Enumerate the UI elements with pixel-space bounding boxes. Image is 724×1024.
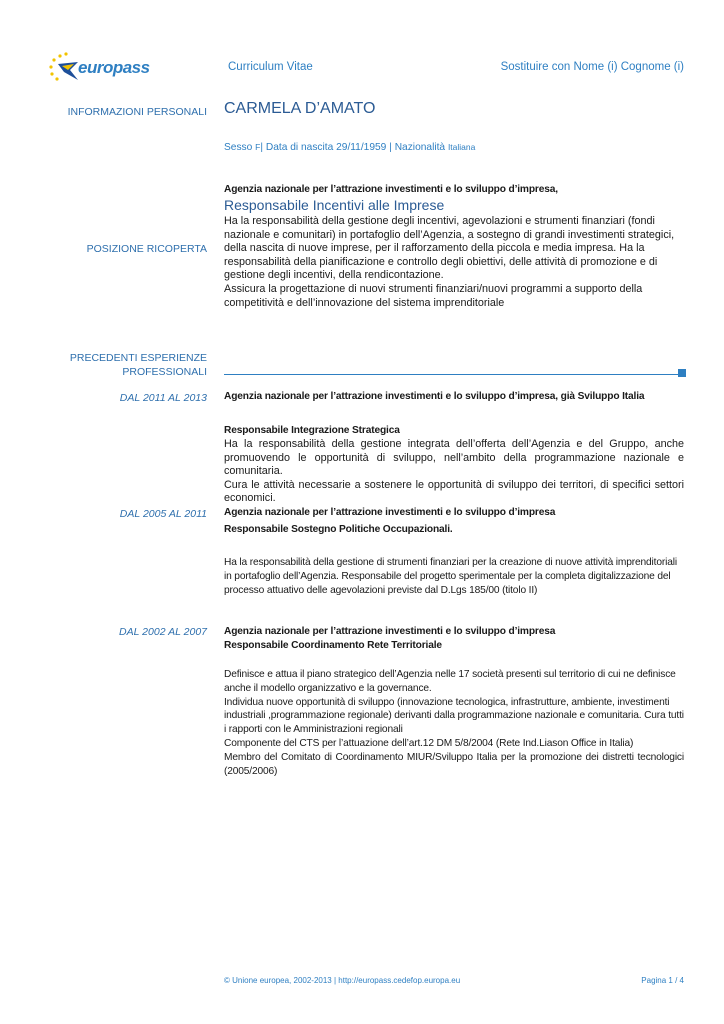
entry-org: Agenzia nazionale per l’attrazione investimenti e lo sviluppo d’impresa <box>224 626 556 637</box>
section-divider-square <box>678 369 686 377</box>
position-org: Agenzia nazionale per l’attrazione investimenti e lo sviluppo d’impresa, <box>224 184 558 195</box>
separator: | <box>389 142 392 153</box>
entry-description <box>224 556 684 597</box>
section-position: POSIZIONE RICOPERTA <box>86 243 207 255</box>
entry-description-text: Definisce e attua il piano strategico dell’Agenzia nelle 17 società presenti sul territorio di cui ne definisce anche il modello organizzativo e la governance. <box>224 669 676 694</box>
birth-label: Data di nascita <box>265 142 334 153</box>
nationality-value: Italiana <box>447 142 476 152</box>
entry-description-text: Ha la responsabilità della gestione di strumenti finanziari per la creazione di nuove attività imprenditoriali in portafoglio dell’Agenzia. Responsabile del progetto sperimentale per la completa digitalizzazione del processo attuativo delle agevolazioni previste dal D.Lgs 185/00 (titolo II) <box>224 557 677 596</box>
section-experience-line1: PRECEDENTI ESPERIENZE <box>69 352 207 364</box>
nationality-label: Nazionalità <box>394 142 446 153</box>
entry-org: Agenzia nazionale per l’attrazione investimenti e lo sviluppo d’impresa, già Sviluppo Italia <box>224 391 645 402</box>
logo-text: europass <box>78 58 150 77</box>
name-placeholder: Sostituire con Nome (i) Cognome (i) <box>500 61 684 73</box>
position-title: Responsabile Incentivi alle Imprese <box>224 197 445 213</box>
entry-role: Responsabile Sostegno Politiche Occupazionali. <box>224 524 453 535</box>
separator: | <box>260 142 264 153</box>
sex-label: Sesso <box>224 142 253 153</box>
section-experience <box>20 351 207 379</box>
doc-type-label: Curriculum Vitae <box>228 61 313 73</box>
entry-dates: DAL 2011 AL 2013 <box>119 392 207 404</box>
entry-description-text: Cura le attività necessarie a sostenere le opportunità di sviluppo dei territori, di specifici settori economici. <box>224 478 684 505</box>
full-name: CARMELA D’AMATO <box>224 100 376 117</box>
footer-page-number: Pagina 1 / 4 <box>641 976 684 985</box>
entry-description <box>224 668 684 778</box>
europass-logo <box>48 50 158 86</box>
position-description-text-2: Assicura la progettazione di nuovi strumenti finanziari/nuovi programmi a supporto della competitività e dell’innovazione del sistema imprenditoriale <box>224 282 643 309</box>
sex-value: F <box>255 142 261 152</box>
entry-description-text: Individua nuove opportunità di sviluppo (innovazione tecnologica, infrastrutture, ambiente, investimenti industriali ,programmazione regionale) derivanti dalla programmazione nazionale e comunitaria. Cura tutti i rapporti con le Amministrazioni regionali <box>224 696 684 736</box>
footer-copyright: © Unione europea, 2002-2013 | http://europass.cedefop.europa.eu <box>224 976 461 985</box>
entry-description <box>224 438 684 506</box>
position-description-text: Ha la responsabilità della gestione degli incentivi, agevolazioni e strumenti finanziari (fondi nazionale e comunitari) in portafoglio dell’Agenzia, a sostegno di grandi investimenti strategici, della nascita di nuove imprese, per il rafforzamento della piccola e media impresa. Ha la responsabilità della pianificazione e controllo degli obiettivi, delle attività di promozione e di gestione degli incentivi, della rendicontazione. <box>224 215 675 282</box>
position-description <box>224 215 684 310</box>
birth-value: 29/11/1959 <box>336 142 387 153</box>
entry-role: Responsabile Integrazione Strategica <box>224 425 400 436</box>
entry-description-text: Componente del CTS per l’attuazione dell’art.12 DM 5/8/2004 (Rete Ind.Liason Office in Italia) <box>224 737 634 749</box>
section-divider <box>224 374 678 375</box>
personal-details <box>224 142 475 153</box>
entry-dates: DAL 2005 AL 2011 <box>119 508 207 520</box>
entry-role: Responsabile Coordinamento Rete Territoriale <box>224 640 442 651</box>
section-personal-info: INFORMAZIONI PERSONALI <box>67 106 207 118</box>
entry-org: Agenzia nazionale per l’attrazione investimenti e lo sviluppo d’impresa <box>224 507 556 518</box>
entry-dates: DAL 2002 AL 2007 <box>119 626 207 638</box>
section-experience-line2: PROFESSIONALI <box>122 366 207 378</box>
entry-description-text: Membro del Comitato di Coordinamento MIUR/Sviluppo Italia per la promozione dei distretti tecnologici (2005/2006) <box>224 751 684 777</box>
entry-description-text: Ha la responsabilità della gestione integrata dell’offerta dell’Agenzia e del Gruppo, anche promuovendo le opportunità di sviluppo, nell’ambito della programmazione nazionale e comunitaria. <box>224 438 684 478</box>
